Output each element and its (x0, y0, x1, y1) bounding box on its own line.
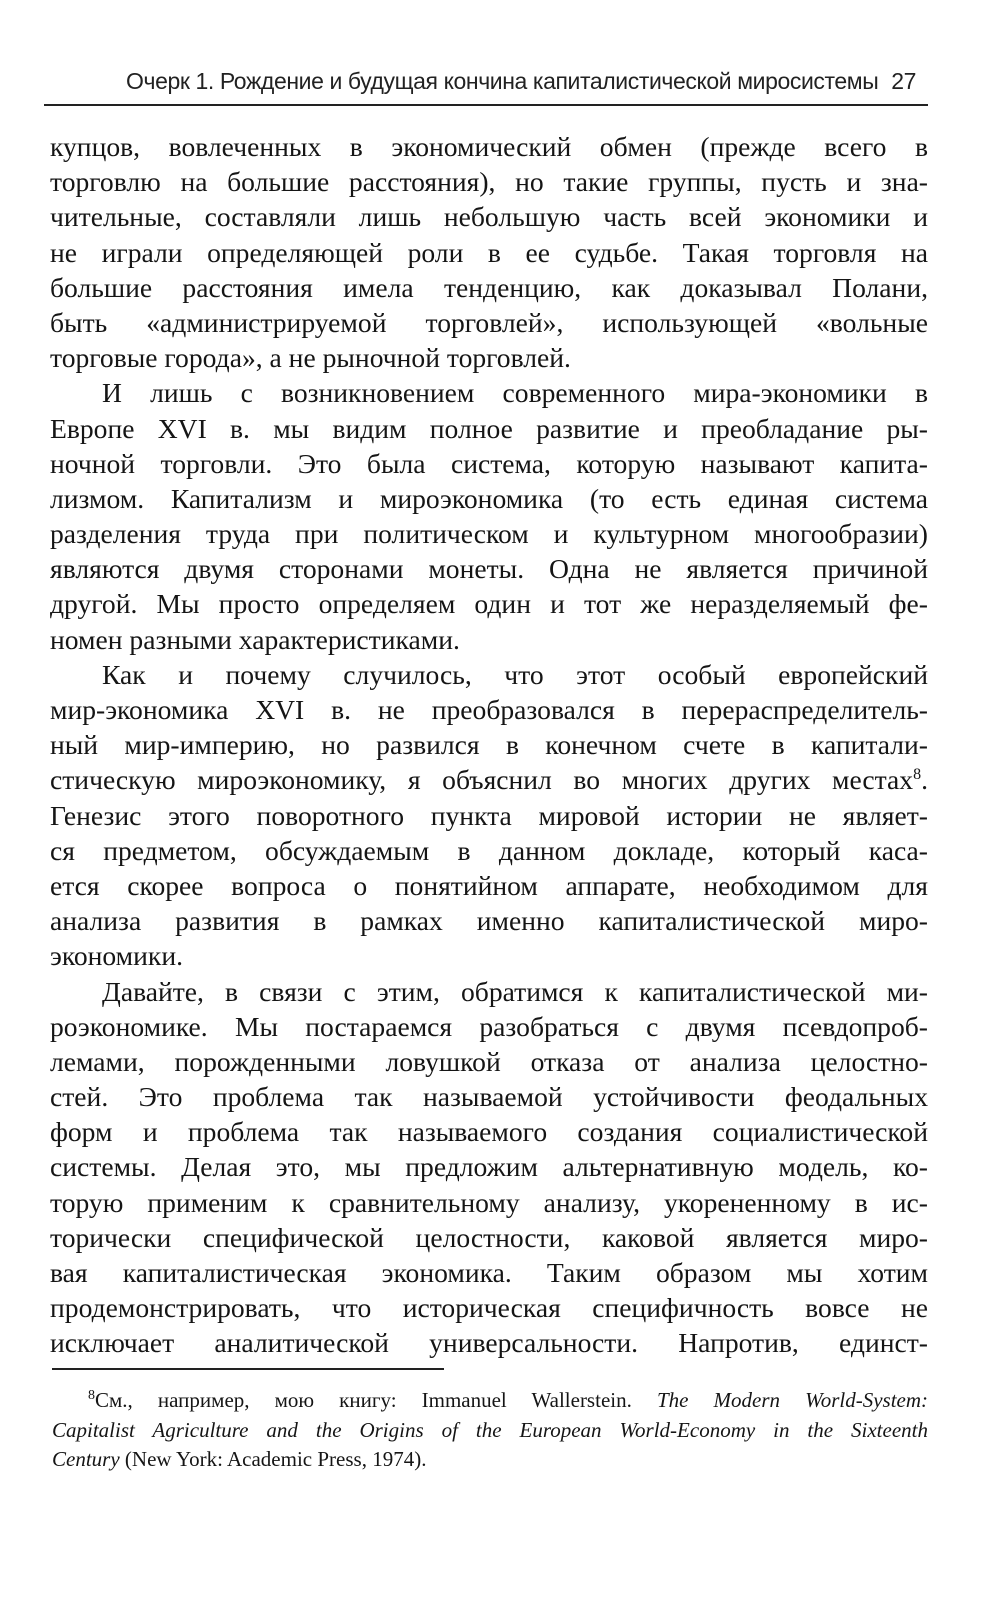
footnote-publication: (New York: Academic Press, 1974). (119, 1447, 427, 1471)
text-line: другой. Мы просто определяем один и тот же неразделяемый фе- (50, 588, 928, 620)
text-line: экономики. (50, 940, 183, 972)
text-line: купцов, вовлеченных в экономический обмен (прежде всего в (50, 131, 928, 162)
footnote-8 (52, 1386, 928, 1475)
text-line: анализа развития в рамках именно капиталистической миро- (50, 905, 928, 937)
text-line-with-footnote-ref (50, 762, 928, 797)
text-line: ный мир-империю, но развился в конечном счете в капитали- (50, 729, 928, 761)
text-line: разделения труда при политическом и культурном многообразии) (50, 518, 928, 550)
text-line: не играли определяющей роли в ее судьбе. Такая торговля на (50, 236, 928, 268)
text-line: стей. Это проблема так называемой устойчивости феодальных (50, 1081, 928, 1113)
text-line: продемонстрировать, что историческая специфичность вовсе не (50, 1292, 928, 1324)
text-line: ся предметом, обсуждаемым в данном докладе, который каса- (50, 834, 928, 866)
footnote-line (52, 1386, 928, 1416)
text-line: номен разными характеристиками. (50, 623, 460, 655)
text-line-content: стическую мироэкономику, я объяснил во многих других местах (50, 764, 914, 796)
text-line: торговлю на большие расстояния), но такие группы, пусть и зна- (50, 166, 928, 198)
footnote-ref-8[interactable]: 8 (913, 766, 922, 784)
text-line: роэкономике. Мы постараемся разобраться с двумя псевдопроб- (50, 1010, 928, 1042)
text-line: торически специфической целостности, каковой является миро- (50, 1221, 928, 1253)
text-line: Европе XVI в. мы видим полное развитие и преобладание ры- (50, 412, 928, 444)
footnote-book-title: Century (52, 1447, 120, 1471)
paragraph-2 (50, 375, 928, 657)
main-text (50, 129, 928, 1361)
text-line: Как и почему случилось, что этот особый европейский (102, 658, 928, 690)
text-line: ется скорее вопроса о понятийном аппарате, необходимом для (50, 869, 928, 901)
footnote-divider (52, 1368, 444, 1370)
text-line: большие расстояния имела тенденцию, как доказывал Полани, (50, 271, 928, 303)
footnote-text: См., например, мою книгу: Immanuel Wallerstein. (95, 1388, 657, 1412)
text-line: торговые города», а не рыночной торговлей. (50, 342, 571, 374)
text-line: исключает аналитической универсальности. Напротив, единст- (50, 1327, 928, 1359)
footnote-book-title: Capitalist Agriculture and the Origins of the European World-Economy in the Sixteenth (52, 1417, 928, 1442)
text-line: лемами, порожденными ловушкой отказа от анализа целостно- (50, 1045, 928, 1077)
running-title: Очерк 1. Рождение и будущая кончина капиталистической миросистемы (126, 68, 879, 94)
footnote-line (52, 1416, 928, 1446)
text-line: быть «администрируемой торговлей», использующей «вольные (50, 306, 928, 338)
text-line: являются двумя сторонами монеты. Одна не является причиной (50, 553, 928, 585)
text-line: вая капиталистическая экономика. Таким образом мы хотим (50, 1257, 928, 1288)
paragraph-1 (50, 129, 928, 375)
footnote-line (52, 1445, 928, 1475)
footnote-book-title: The Modern World-System: (656, 1388, 929, 1412)
text-line: форм и проблема так называемого создания социалистической (50, 1116, 928, 1148)
text-line: мир-экономика XVI в. не преобразовался в перераспределитель- (50, 694, 928, 725)
text-line: системы. Делая это, мы предложим альтернативную модель, ко- (50, 1151, 928, 1183)
page-number: 27 (891, 68, 916, 94)
text-line: Генезис этого поворотного пункта мировой истории не являет- (50, 799, 928, 831)
footnote-ref-trailing: . (921, 764, 928, 796)
text-line: торую применим к сравнительному анализу, укорененному в ис- (50, 1186, 928, 1218)
running-head (44, 66, 928, 106)
text-line: Давайте, в связи с этим, обратимся к капиталистической ми- (102, 975, 928, 1007)
text-line: И лишь с возникновением современного мира-экономики в (102, 377, 928, 409)
footnote-number: 8 (88, 1388, 95, 1403)
text-line: чительные, составляли лишь небольшую часть всей экономики и (50, 201, 928, 233)
paragraph-4 (50, 974, 928, 1361)
text-line: ночной торговли. Это была система, которую называют капита- (50, 447, 928, 479)
paragraph-3 (50, 657, 928, 974)
text-line: лизмом. Капитализм и мироэкономика (то есть единая система (50, 482, 928, 514)
